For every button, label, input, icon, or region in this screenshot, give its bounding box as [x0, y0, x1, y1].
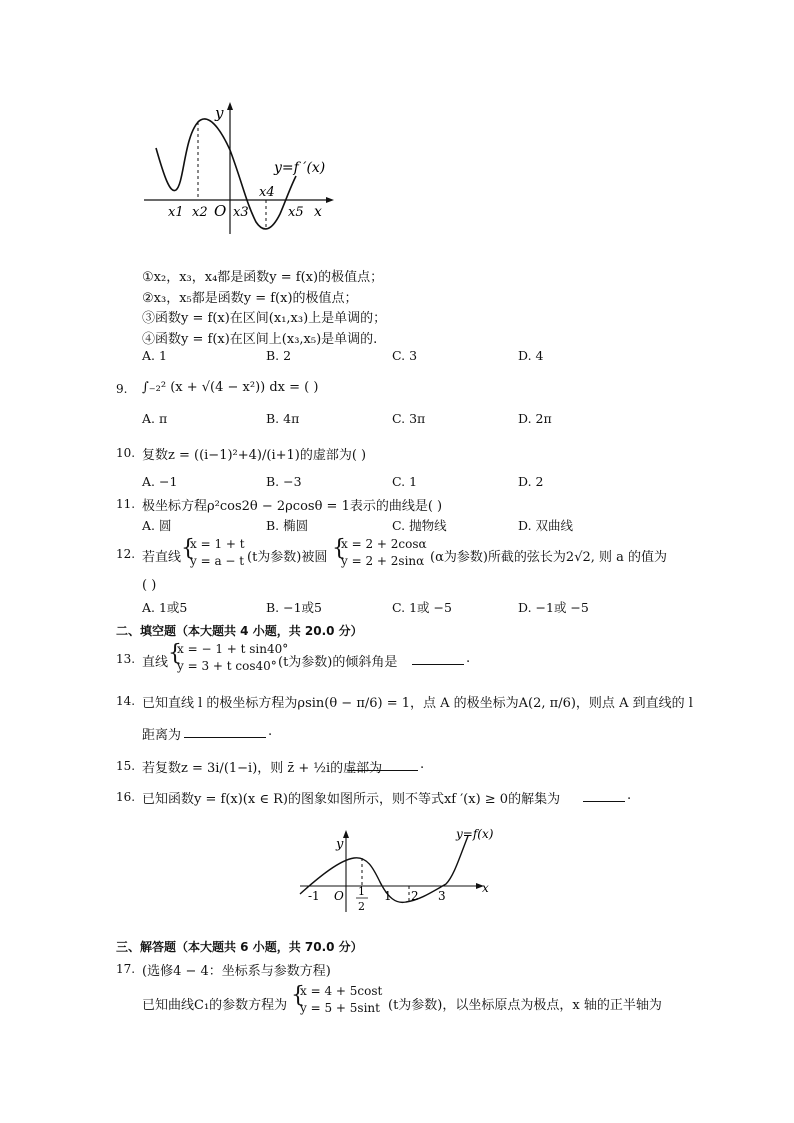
q10-option-a[interactable]: A. −1	[142, 474, 178, 489]
q13-sys-top: x = − 1 + t sin40°	[177, 642, 289, 656]
q15-stem: 若复数z = 3i/(1−i)，则 z̄ + ½i的虚部为	[142, 761, 383, 776]
q9-option-b[interactable]: B. 4π	[266, 411, 300, 426]
q15-number: 15.	[116, 759, 136, 773]
q16-end: .	[627, 788, 632, 803]
tick-x3: x3	[233, 205, 249, 220]
q17-brace: {	[291, 983, 305, 1008]
q10-option-d[interactable]: D. 2	[518, 474, 544, 489]
section-2-title: 二、填空题（本大题共 4 小题，共 20.0 分）	[116, 624, 363, 638]
curve-label: y=f ′(x)	[274, 160, 326, 176]
q12-sys2-top: x = 2 + 2cosα	[341, 537, 427, 551]
q12-option-d[interactable]: D. −1或 −5	[518, 600, 589, 615]
q8-option-c[interactable]: C. 3	[392, 348, 418, 363]
origin-label: O	[214, 202, 227, 220]
q9-option-c[interactable]: C. 3π	[392, 411, 426, 426]
graph2-tick-origin: O	[334, 889, 344, 903]
q12-paren: ( )	[142, 578, 157, 593]
q17-number: 17.	[116, 962, 136, 976]
q13-stem-b: (t为参数)的倾斜角是	[278, 655, 398, 670]
q13-number: 13.	[116, 652, 136, 666]
q9-stem: ∫₋₂² (x + √(4 − x²)) dx = ( )	[142, 380, 319, 395]
q11-option-d[interactable]: D. 双曲线	[518, 518, 574, 533]
q12-sys1-top: x = 1 + t	[190, 537, 245, 551]
q13-answer-blank[interactable]	[412, 652, 464, 669]
q17-sys-bot: y = 5 + 5sint	[300, 1001, 380, 1015]
q12-sys2-bot: y = 2 + 2sinα	[341, 554, 425, 568]
section-3-title: 三、解答题（本大题共 6 小题，共 70.0 分）	[116, 940, 363, 954]
q8-option-d[interactable]: D. 4	[518, 348, 544, 363]
q9-option-a[interactable]: A. π	[142, 411, 168, 426]
q13-end: .	[466, 651, 471, 666]
q16-stem: 已知函数y = f(x)(x ∈ R)的图象如图所示，则不等式xf ′(x) ≥ 0的解集为	[142, 792, 561, 807]
graph2-tick-1: 1	[384, 889, 392, 903]
graph2-tick-3: 3	[438, 889, 446, 903]
tick-x4: x4	[259, 185, 275, 200]
tick-x1: x1	[168, 205, 184, 220]
graph2-tick-half-den: 2	[358, 900, 365, 913]
y-axis-label: y	[215, 104, 224, 122]
q17-title: (选修4 − 4：坐标系与参数方程)	[142, 964, 331, 979]
q16-number: 16.	[116, 790, 136, 804]
q12-option-b[interactable]: B. −1或5	[266, 600, 323, 615]
q8-option-b[interactable]: B. 2	[266, 348, 292, 363]
q8-item-2: ②x₃，x₅都是函数y = f(x)的极值点；	[142, 291, 358, 306]
q17-sys-top: x = 4 + 5cost	[300, 984, 383, 998]
tick-x2: x2	[192, 205, 208, 220]
q14-answer-blank[interactable]	[184, 725, 266, 742]
q12-brace-2: {	[332, 536, 346, 561]
q12-stem-b: (t为参数)被圆	[247, 550, 328, 565]
q12-option-a[interactable]: A. 1或5	[142, 600, 188, 615]
x-axis-label: x	[314, 204, 322, 220]
q10-option-b[interactable]: B. −3	[266, 474, 302, 489]
q13-stem-a: 直线	[142, 655, 169, 670]
q12-brace-1: {	[181, 536, 195, 561]
graph2-tick-minus1: -1	[308, 889, 320, 903]
q16-answer-blank[interactable]	[583, 789, 625, 806]
q10-option-c[interactable]: C. 1	[392, 474, 418, 489]
q14-number: 14.	[116, 694, 136, 708]
derivative-graph	[140, 98, 340, 238]
q12-stem-c: (α为参数)所截的弦长为2√2, 则 a 的值为	[430, 550, 668, 565]
q10-stem: 复数z = ((i−1)²+4)/(i+1)的虚部为( )	[142, 448, 367, 463]
q11-number: 11.	[116, 497, 136, 511]
q9-number: 9.	[116, 382, 128, 396]
q12-stem-a: 若直线	[142, 550, 182, 565]
graph2-x-label: x	[482, 881, 489, 895]
q8-option-a[interactable]: A. 1	[142, 348, 167, 363]
q12-number: 12.	[116, 547, 136, 561]
tick-x5: x5	[288, 205, 304, 220]
q8-item-4: ④函数y = f(x)在区间上(x₃,x₅)是单调的.	[142, 332, 378, 347]
q9-option-d[interactable]: D. 2π	[518, 411, 552, 426]
q13-sys-bot: y = 3 + t cos40°	[177, 659, 277, 673]
function-graph	[296, 820, 496, 916]
q17-stem-b: (t为参数)，以坐标原点为极点，x 轴的正半轴为	[388, 998, 662, 1013]
q12-sys1-bot: y = a − t	[190, 554, 245, 568]
q14-end: .	[268, 724, 273, 739]
q11-option-b[interactable]: B. 椭圆	[266, 518, 309, 533]
q15-end: .	[420, 757, 425, 772]
q13-brace: {	[168, 641, 182, 666]
q11-stem: 极坐标方程ρ²cos2θ − 2ρcosθ = 1表示的曲线是( )	[142, 499, 443, 514]
q17-stem-a: 已知曲线C₁的参数方程为	[142, 998, 288, 1013]
q11-option-a[interactable]: A. 圆	[142, 518, 172, 533]
q14-line-1: 已知直线 l 的极坐标方程为ρsin(θ − π/6) = 1，点 A 的极坐标为A(2, π/6)，则点 A 到直线的 l	[142, 696, 693, 711]
q12-option-c[interactable]: C. 1或 −5	[392, 600, 452, 615]
graph2-tick-2: 2	[411, 889, 419, 903]
q8-item-1: ①x₂，x₃，x₄都是函数y = f(x)的极值点；	[142, 270, 384, 285]
graph2-y-label: y	[336, 837, 344, 852]
q10-number: 10.	[116, 446, 136, 460]
graph2-curve-label: y=f(x)	[456, 827, 494, 841]
q11-option-c[interactable]: C. 抛物线	[392, 518, 447, 533]
q8-item-3: ③函数y = f(x)在区间(x₁,x₃)上是单调的；	[142, 311, 387, 326]
graph2-tick-half-num: 1	[358, 885, 365, 898]
q15-answer-blank[interactable]	[348, 758, 418, 775]
q14-line-2: 距离为	[142, 728, 182, 743]
